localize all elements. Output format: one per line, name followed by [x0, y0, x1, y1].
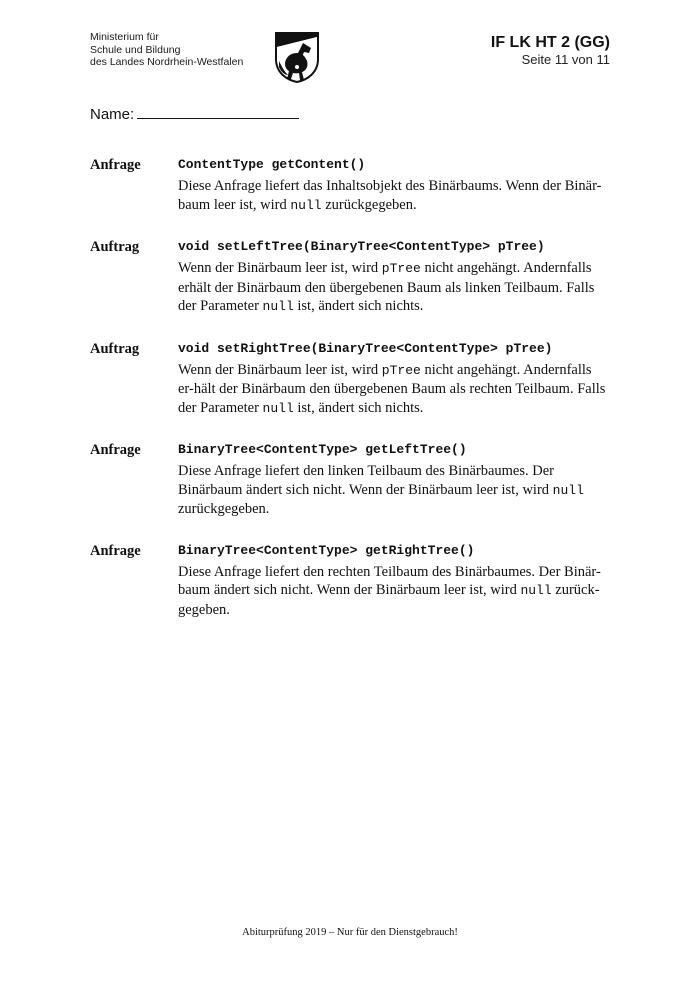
method-signature: BinaryTree<ContentType> getLeftTree(): [178, 442, 467, 457]
description-text: baum leer ist, wird: [178, 196, 291, 213]
exam-code: IF LK HT 2 (GG): [490, 34, 610, 51]
method-signature: void setLeftTree(BinaryTree<ContentType> pTree): [178, 239, 545, 254]
method-kind: Auftrag: [90, 340, 140, 357]
method-kind: Anfrage: [90, 542, 141, 559]
exam-header: [491, 33, 610, 67]
method-description: [178, 177, 610, 215]
description-text: hält der Binärbaum den übergebenen Baum als rechten Teilbaum. Falls der Parameter: [178, 381, 606, 416]
method-body: [178, 155, 610, 215]
method-description: [178, 563, 610, 620]
description-text: zurückgegeben.: [321, 196, 417, 213]
method-kind: Anfrage: [90, 442, 141, 458]
code-term: null: [262, 400, 294, 416]
code-term: null: [290, 197, 322, 213]
method-description: [178, 361, 610, 419]
method-body: [178, 237, 610, 317]
method-kind: Anfrage: [90, 157, 141, 173]
method-entry: [90, 541, 610, 620]
name-label: Name:: [90, 106, 135, 123]
description-text: zurück-: [551, 582, 600, 598]
method-body: [178, 440, 610, 519]
method-kind: Auftrag: [90, 239, 140, 255]
method-signature: void setRightTree(BinaryTree<ContentType> pTree): [178, 340, 553, 356]
description-text: Diese Anfrage liefert das Inhaltsobjekt des Binärbaums. Wenn der Binär-: [178, 178, 602, 194]
method-entry: [90, 440, 610, 519]
ministry-line: Ministerium für: [90, 31, 159, 43]
method-entry: [90, 237, 610, 317]
method-description: [178, 462, 610, 519]
description-text: gegeben.: [178, 601, 230, 618]
method-body: [178, 339, 610, 419]
method-signature: BinaryTree<ContentType> getRightTree(): [178, 542, 475, 558]
ministry-name: [90, 31, 243, 69]
description-text: nicht angehängt. Andernfalls er-: [178, 361, 592, 397]
page-footer: Abiturprüfung 2019 – Nur für den Dienstgebrauch!: [242, 927, 458, 938]
code-term: pTree: [381, 261, 421, 276]
method-signature: ContentType getContent(): [178, 157, 366, 172]
method-body: [178, 541, 610, 620]
description-text: Wenn der Binärbaum leer ist, wird: [178, 361, 382, 378]
method-list: [90, 155, 610, 641]
code-term: pTree: [381, 362, 421, 378]
description-text: Diese Anfrage liefert den linken Teilbaum des Binärbaumes. Der Binärbaum ändert sich nicht. Wenn der Binärbaum leer ist, wird: [178, 463, 554, 498]
code-term: null: [552, 482, 584, 498]
method-description: [178, 259, 610, 317]
description-text: baum ändert sich nicht. Wenn der Binärbaum leer ist, wird: [178, 582, 521, 598]
description-text: Diese Anfrage liefert den rechten Teilbaum des Binärbaumes. Der Binär-: [178, 563, 601, 580]
description-text: zurückgegeben.: [178, 501, 270, 517]
code-term: null: [262, 299, 294, 314]
description-text: Wenn der Binärbaum leer ist, wird: [178, 260, 382, 276]
description-text: nicht angehängt. Andernfalls erhält der Binärbaum den übergebenen Baum als linken Teilbaum. Falls der Parameter: [178, 260, 595, 314]
ministry-line: des Landes Nordrhein-Westfalen: [90, 56, 244, 68]
page-info: Seite 11 von 11: [521, 52, 610, 67]
nrw-coat-of-arms-icon: [273, 31, 321, 83]
description-text: ist, ändert sich nichts.: [293, 399, 424, 416]
description-text: ist, ändert sich nichts.: [293, 298, 424, 314]
name-field: [90, 104, 299, 123]
method-entry: [90, 339, 610, 419]
method-entry: [90, 155, 610, 215]
code-term: null: [520, 583, 552, 598]
name-underline: [137, 104, 299, 119]
ministry-line: Schule und Bildung: [90, 43, 181, 56]
